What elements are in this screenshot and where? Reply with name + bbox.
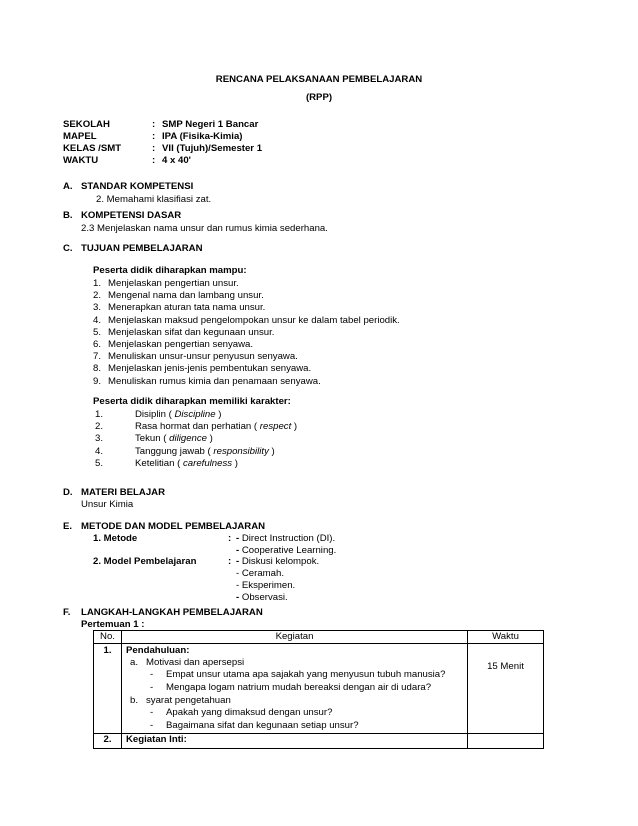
model-item: - Diskusi kelompok. xyxy=(236,556,320,567)
row-time: 15 Menit xyxy=(468,644,544,734)
section-f-letter: F. xyxy=(63,607,71,618)
list-item: - Mengapa logam natrium mudah bereaksi dengan air di udara? xyxy=(150,682,432,693)
identity-key: WAKTU xyxy=(63,155,99,166)
activity-table xyxy=(93,630,544,749)
section-d-heading: MATERI BELAJAR xyxy=(81,487,166,498)
list-item: - Apakah yang dimaksud dengan unsur? xyxy=(150,707,333,718)
section-d-letter: D. xyxy=(63,487,73,498)
method-item: - Cooperative Learning. xyxy=(236,545,337,556)
meeting-label: Pertemuan 1 : xyxy=(81,619,145,630)
identity-key: SEKOLAH xyxy=(63,119,110,130)
model-item: - Eksperimen. xyxy=(236,580,296,591)
row-activity: Pendahuluan: a. Motivasi dan apersepsi - Empat unsur utama apa sajakah yang menyusun tubuh manusia? - Mengapa logam natrium mudah bereaksi dengan air di udara? b. syarat pengetahuan - Apakah yang dimaksud dengan unsur? - Bagaimana sifat dan kegunaan setiap unsur? xyxy=(122,644,468,734)
activity-title: Pendahuluan: xyxy=(126,645,190,656)
identity-key: MAPEL xyxy=(63,131,97,142)
section-a-letter: A. xyxy=(63,181,73,192)
row-time xyxy=(468,734,544,749)
traits-intro: Peserta didik diharapkan memiliki karakter: xyxy=(93,396,291,407)
section-a-body: 2. Memahami klasifiasi zat. xyxy=(96,194,212,205)
section-b-body: 2.3 Menjelaskan nama unsur dan rumus kimia sederhana. xyxy=(81,223,328,234)
list-item: - Bagaimana sifat dan kegunaan setiap unsur? xyxy=(150,720,359,731)
identity-value: VII (Tujuh)/Semester 1 xyxy=(162,143,263,154)
table-row xyxy=(94,734,544,749)
list-item: - Empat unsur utama apa sajakah yang menyusun tubuh manusia? xyxy=(150,669,446,680)
row-activity: Kegiatan Inti: xyxy=(122,734,468,749)
activity-sublist xyxy=(126,669,463,695)
section-b-letter: B. xyxy=(63,210,73,221)
model-label: 2. Model Pembelajaran xyxy=(93,556,197,567)
method-item: - Direct Instruction (DI). xyxy=(236,533,336,544)
section-c-heading: TUJUAN PEMBELAJARAN xyxy=(81,243,203,254)
section-a-heading: STANDAR KOMPETENSI xyxy=(81,181,194,192)
table-header: Waktu xyxy=(468,631,544,644)
table-header: No. xyxy=(94,631,122,644)
table-row xyxy=(94,644,544,734)
identity-value: SMP Negeri 1 Bancar xyxy=(162,119,259,130)
identity-key: KELAS /SMT xyxy=(63,143,122,154)
model-item: - Ceramah. xyxy=(236,568,284,579)
table-header: Kegiatan xyxy=(122,631,468,644)
section-e-letter: E. xyxy=(63,521,73,532)
section-d-body: Unsur Kimia xyxy=(81,499,134,510)
section-f-heading: LANGKAH-LANGKAH PEMBELAJARAN xyxy=(81,607,263,618)
document-subtitle: (RPP) xyxy=(305,92,333,103)
goals-intro: Peserta didik diharapkan mampu: xyxy=(93,265,247,276)
document-title: RENCANA PELAKSANAAN PEMBELAJARAN xyxy=(215,74,423,85)
model-item: - Observasi. xyxy=(236,592,288,603)
section-e-heading: METODE DAN MODEL PEMBELAJARAN xyxy=(81,521,266,532)
method-label: 1. Metode xyxy=(93,533,138,544)
identity-value: IPA (Fisika-Kimia) xyxy=(162,131,243,142)
row-number: 1. xyxy=(94,644,122,734)
table-header-row xyxy=(94,631,544,644)
identity-value: 4 x 40' xyxy=(162,155,191,166)
activity-sublist xyxy=(126,707,463,733)
section-c-letter: C. xyxy=(63,243,73,254)
section-b-heading: KOMPETENSI DASAR xyxy=(81,210,182,221)
row-number: 2. xyxy=(94,734,122,749)
